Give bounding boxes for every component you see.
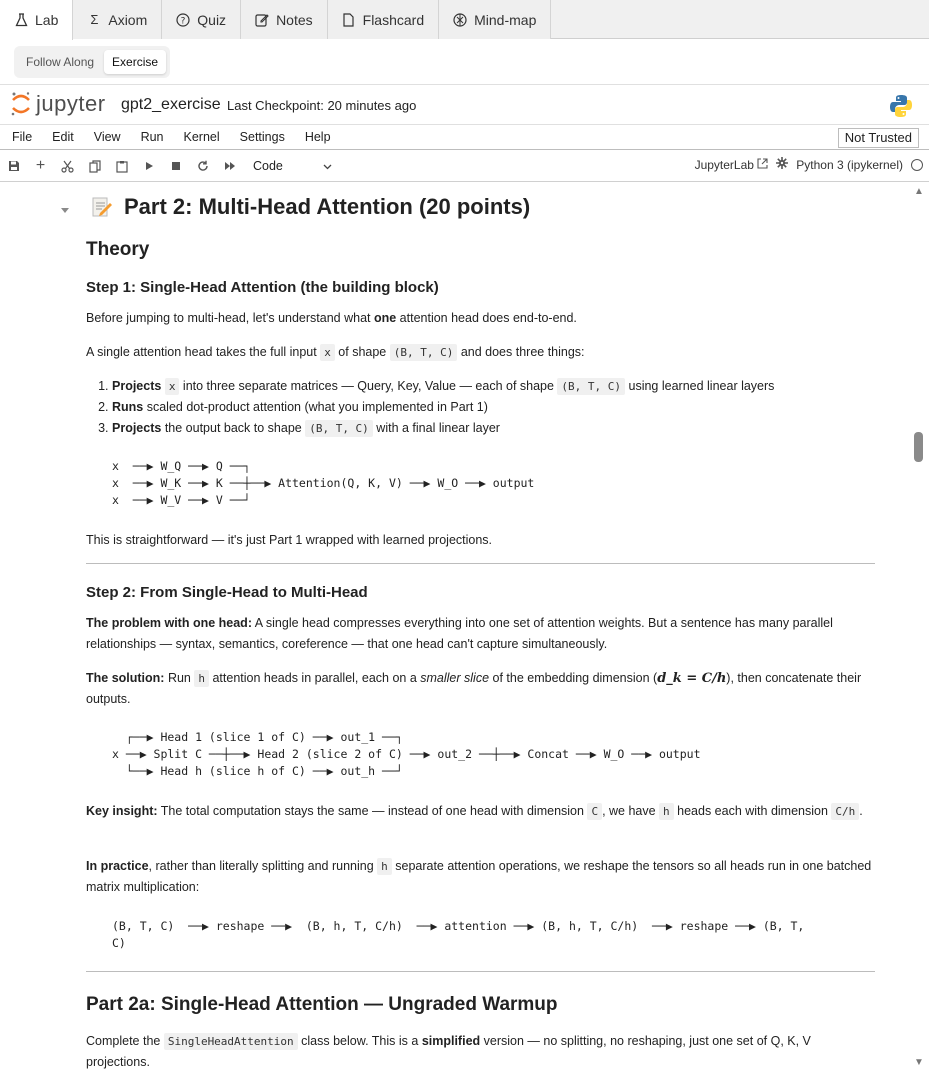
menu-run[interactable]: Run: [140, 130, 164, 144]
jupyter-logo[interactable]: [10, 91, 106, 117]
memo-icon: [91, 195, 113, 222]
step1-list: [112, 376, 872, 439]
divider: [86, 563, 875, 564]
notebook-toolbar: [0, 151, 929, 182]
question-circle-icon: [176, 13, 190, 27]
inline-code: h: [659, 803, 674, 820]
reshape-diagram: (B, T, C) ──▶ reshape ──▶ (B, h, T, C/h) ──▶ attention ──▶ (B, h, T, C/h) ──▶ reshape ──▶ (B, T, C): [112, 919, 805, 950]
menu-file[interactable]: File: [12, 130, 33, 144]
text: scaled dot-product attention (what you implemented in Part 1): [143, 400, 488, 414]
inline-code: h: [377, 858, 392, 875]
text: of the embedding dimension (: [489, 671, 658, 685]
inline-code: x: [320, 344, 335, 361]
jupyterlab-link-label: JupyterLab: [694, 157, 754, 172]
exercise-button[interactable]: Exercise: [104, 50, 166, 74]
text: of shape: [334, 345, 390, 359]
text: heads each with dimension: [673, 804, 832, 818]
tab-lab[interactable]: [0, 0, 73, 40]
step1-intro: [86, 308, 577, 329]
step2-heading: Step 2: From Single-Head to Multi-Head: [86, 584, 368, 601]
tab-label: Flashcard: [362, 11, 425, 28]
list-item: [112, 397, 872, 418]
checkpoint-status: Last Checkpoint: 20 minutes ago: [227, 98, 417, 113]
stop-icon[interactable]: [162, 152, 189, 180]
text: , we have: [602, 804, 660, 818]
scrollbar-thumb[interactable]: [914, 432, 923, 462]
bold-text: The solution:: [86, 671, 165, 685]
kernel-area: [695, 157, 923, 172]
flask-icon: [14, 13, 28, 27]
edit-note-icon: [255, 13, 269, 27]
divider: [86, 971, 875, 972]
step1-input-desc: [86, 342, 585, 363]
top-tab-bar: [0, 0, 929, 39]
mindmap-icon: [453, 13, 467, 27]
notebook-content: [0, 182, 912, 1074]
tab-mind-map[interactable]: [439, 0, 551, 39]
problem-paragraph: [86, 613, 876, 655]
text: class below. This is a: [301, 1034, 422, 1048]
bold-text: one: [373, 311, 397, 325]
jupyter-wordmark: jupyter: [36, 91, 106, 116]
menu-edit[interactable]: Edit: [52, 130, 74, 144]
text: separate attention operations, we reshape the tensors so all heads run in one batched matrix multiplication:: [86, 859, 872, 894]
tab-notes[interactable]: [241, 0, 328, 39]
text: A single attention head takes the full input: [86, 345, 321, 359]
python-logo-icon: [888, 93, 914, 122]
cell-type-value: Code: [253, 159, 283, 173]
text: attention head does end-to-end.: [396, 311, 577, 325]
text: .: [859, 804, 863, 818]
sigma-icon: Σ: [90, 12, 99, 27]
step1-heading: Step 1: Single-Head Attention (the building block): [86, 279, 439, 296]
cut-icon[interactable]: [54, 152, 81, 180]
add-cell-icon[interactable]: +: [35, 157, 46, 174]
menu-help[interactable]: Help: [304, 130, 331, 144]
text: Complete the: [86, 1034, 164, 1048]
inline-code: C/h: [831, 803, 859, 820]
copy-icon[interactable]: [81, 152, 108, 180]
menu-bar: [0, 124, 929, 150]
mode-toggle: [14, 46, 170, 78]
single-head-diagram: x ──▶ W_Q ──▶ Q ──┐ x ──▶ W_K ──▶ K ──┼──▶ Attention(Q, K, V) ──▶ W_O ──▶ output x ──▶ W_V ──▶ V ──┘: [112, 459, 535, 507]
tab-label: Lab: [35, 12, 59, 28]
list-item: [112, 418, 872, 439]
list-item: [112, 376, 872, 397]
theory-heading: Theory: [86, 239, 150, 260]
italic-text: smaller slice: [420, 671, 490, 685]
inline-code: C: [587, 803, 602, 820]
text: A single head compresses everything into one set of attention weights. But a sentence has many parallel relationships — syntax, semantics, coreference — that one head can't capture simultaneously.: [86, 616, 833, 651]
kernel-status-icon: [911, 159, 923, 171]
scroll-down-arrow-icon[interactable]: ▼: [914, 1057, 924, 1068]
tab-flashcard[interactable]: [328, 0, 439, 39]
scroll-up-arrow-icon[interactable]: ▲: [914, 186, 924, 197]
tab-label: Axiom: [108, 11, 148, 28]
inline-code: (B, T, C): [557, 378, 625, 395]
follow-along-button[interactable]: Follow Along: [26, 55, 95, 69]
part2a-intro: [86, 1031, 876, 1073]
save-icon[interactable]: [0, 152, 27, 180]
text: using learned linear layers: [625, 379, 775, 393]
menu-view[interactable]: View: [93, 130, 121, 144]
bold-text: simplified: [421, 1034, 481, 1048]
bold-text: The problem with one head:: [86, 616, 252, 630]
tab-quiz[interactable]: [162, 0, 241, 39]
cell-type-select[interactable]: [253, 159, 332, 173]
bold-text: Runs: [112, 400, 144, 414]
tab-label: Quiz: [197, 11, 227, 28]
in-practice-paragraph: [86, 856, 876, 898]
gear-icon[interactable]: [776, 157, 788, 172]
paste-icon[interactable]: [108, 152, 135, 180]
kernel-name[interactable]: Python 3 (ipykernel): [796, 157, 903, 172]
inline-code: (B, T, C): [305, 420, 373, 437]
text: into three separate matrices — Query, Key, Value — each of shape: [179, 379, 558, 393]
collapse-caret-icon[interactable]: [60, 202, 70, 217]
part2a-heading: Part 2a: Single-Head Attention — Ungraded Warmup: [86, 994, 558, 1015]
vertical-scrollbar[interactable]: [912, 182, 926, 1074]
text: and does three things:: [460, 345, 585, 359]
menu-kernel[interactable]: Kernel: [183, 130, 220, 144]
bold-text: Projects: [112, 421, 162, 435]
tab-label: Notes: [276, 11, 313, 28]
chevron-down-icon: [323, 159, 332, 173]
tab-label: Mind-map: [474, 11, 537, 28]
text: The total computation stays the same — instead of one head with dimension: [157, 804, 588, 818]
text: attention heads in parallel, each on a: [212, 671, 421, 685]
bold-text: Key insight:: [86, 804, 158, 818]
text: with a final linear layer: [372, 421, 500, 435]
part-title: Part 2: Multi-Head Attention (20 points): [124, 194, 531, 219]
jupyter-icon: [10, 91, 32, 117]
text: Before jumping to multi-head, let's understand what: [86, 311, 374, 325]
notebook-header: [0, 85, 929, 125]
mode-bar: [0, 40, 929, 85]
solution-paragraph: [86, 668, 876, 710]
svg-text:?: ?: [180, 16, 186, 26]
text: ), then concatenate their outputs.: [86, 671, 862, 706]
text: , rather than literally splitting and running: [148, 859, 378, 873]
text: Run: [164, 671, 195, 685]
run-icon[interactable]: [135, 152, 162, 180]
bold-text: Projects: [112, 379, 162, 393]
step1-summary: This is straightforward — it's just Part 1 wrapped with learned projections.: [86, 533, 493, 547]
key-insight-paragraph: [86, 801, 876, 822]
jupyterlab-link[interactable]: [695, 158, 769, 172]
card-icon: [342, 13, 356, 27]
notebook-name[interactable]: gpt2_exercise: [121, 96, 221, 113]
inline-code: SingleHeadAttention: [164, 1033, 298, 1050]
external-link-icon: [757, 158, 768, 169]
math-formula: d_k = C/h: [657, 671, 727, 686]
inline-code: h: [194, 670, 209, 687]
trust-status-button[interactable]: Not Trusted: [838, 128, 919, 148]
inline-code: (B, T, C): [390, 344, 458, 361]
multi-head-diagram: ┌──▶ Head 1 (slice 1 of C) ──▶ out_1 ──┐ x ──▶ Split C ──┼──▶ Head 2 (slice 2 of C) ──▶ out_2 ──┼──▶ Concat ──▶ W_O ──▶ output └──▶ Head h (slice h of C) ──▶ out_h ──┘: [112, 730, 701, 778]
bold-text: In practice: [86, 859, 149, 873]
tab-axiom[interactable]: [73, 0, 162, 39]
fast-forward-icon[interactable]: [216, 152, 243, 180]
text: version — no splitting, no reshaping, just one set of Q, K, V projections.: [86, 1034, 811, 1069]
inline-code: x: [165, 378, 180, 395]
menu-settings[interactable]: Settings: [239, 130, 285, 144]
restart-icon[interactable]: [189, 152, 216, 180]
text: the output back to shape: [161, 421, 306, 435]
